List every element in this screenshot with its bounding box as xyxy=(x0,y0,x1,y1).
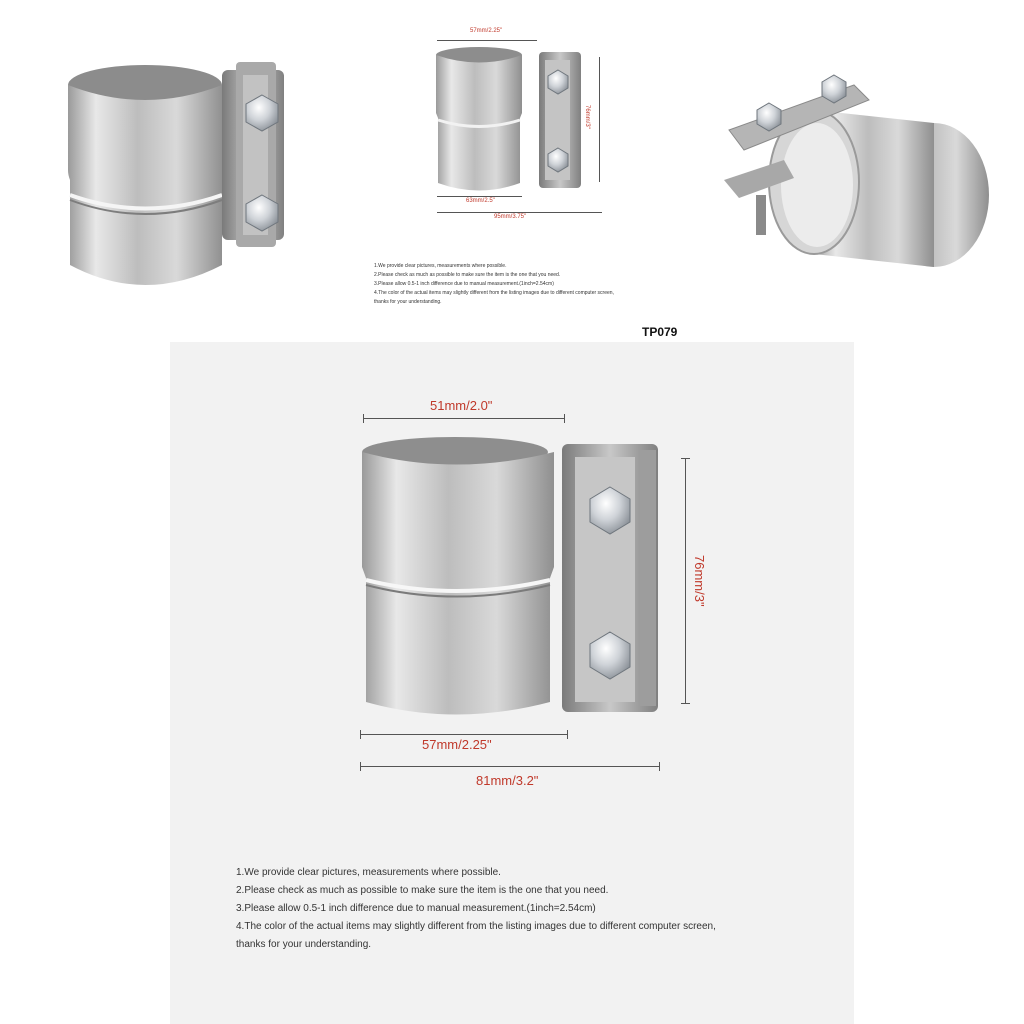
dim-line-top xyxy=(437,40,537,41)
note-line: 1.We provide clear pictures, measurements where possible. xyxy=(236,867,501,878)
clamp-image-angled xyxy=(684,0,1024,342)
dim-tick xyxy=(659,762,660,771)
dim-overall-width-large: 81mm/3.2" xyxy=(476,773,539,788)
dim-tick xyxy=(564,414,565,423)
dim-line-top-large xyxy=(363,418,564,419)
dim-bottom-width: 63mm/2.5" xyxy=(466,198,495,204)
notes-large xyxy=(236,864,716,954)
dim-tick xyxy=(681,703,690,704)
note-line: 4.The color of the actual items may slightly different from the listing images due to different computer screen, xyxy=(236,921,716,932)
product-code: TP079 xyxy=(642,325,678,339)
dim-overall-width: 95mm/3.75" xyxy=(494,214,527,220)
note-line: 3.Please allow 0.5-1 inch difference due to manual measurement.(1inch=2.54cm) xyxy=(374,281,554,287)
dim-tick xyxy=(567,730,568,739)
note-line: thanks for your understanding. xyxy=(236,939,372,950)
dim-line-overall xyxy=(437,212,602,213)
note-line: thanks for your understanding. xyxy=(374,299,442,305)
photo-side-right xyxy=(684,0,1024,342)
note-line: 3.Please allow 0.5-1 inch difference due to manual measurement.(1inch=2.54cm) xyxy=(236,903,596,914)
dim-line-height xyxy=(599,57,600,182)
dim-top-width: 57mm/2.25" xyxy=(470,28,503,34)
dim-top-width-large: 51mm/2.0" xyxy=(430,398,493,413)
dimension-panel-large xyxy=(170,342,854,1024)
dim-tick xyxy=(681,458,690,459)
dim-line-bottom xyxy=(437,196,522,197)
note-line: 1.We provide clear pictures, measurements where possible. xyxy=(374,263,507,269)
dim-height: 76mm/3" xyxy=(584,105,590,129)
dim-tick xyxy=(360,762,361,771)
dim-line-overall-large xyxy=(360,766,659,767)
dim-line-bottom-large xyxy=(360,734,567,735)
dim-tick xyxy=(360,730,361,739)
dim-bottom-width-large: 57mm/2.25" xyxy=(422,737,492,752)
note-line: 2.Please check as much as possible to make sure the item is the one that you need. xyxy=(236,885,609,896)
dim-height-large: 76mm/3" xyxy=(692,555,707,607)
note-line: 2.Please check as much as possible to make sure the item is the one that you need. xyxy=(374,272,561,278)
photo-front-left xyxy=(0,0,342,342)
dimension-panel-small xyxy=(342,0,684,342)
notes-small xyxy=(374,262,614,307)
note-line: 4.The color of the actual items may slightly different from the listing images due to different computer screen, xyxy=(374,290,614,296)
dim-tick xyxy=(363,414,364,423)
clamp-image-front xyxy=(0,0,342,342)
dim-line-height-large xyxy=(685,458,686,703)
